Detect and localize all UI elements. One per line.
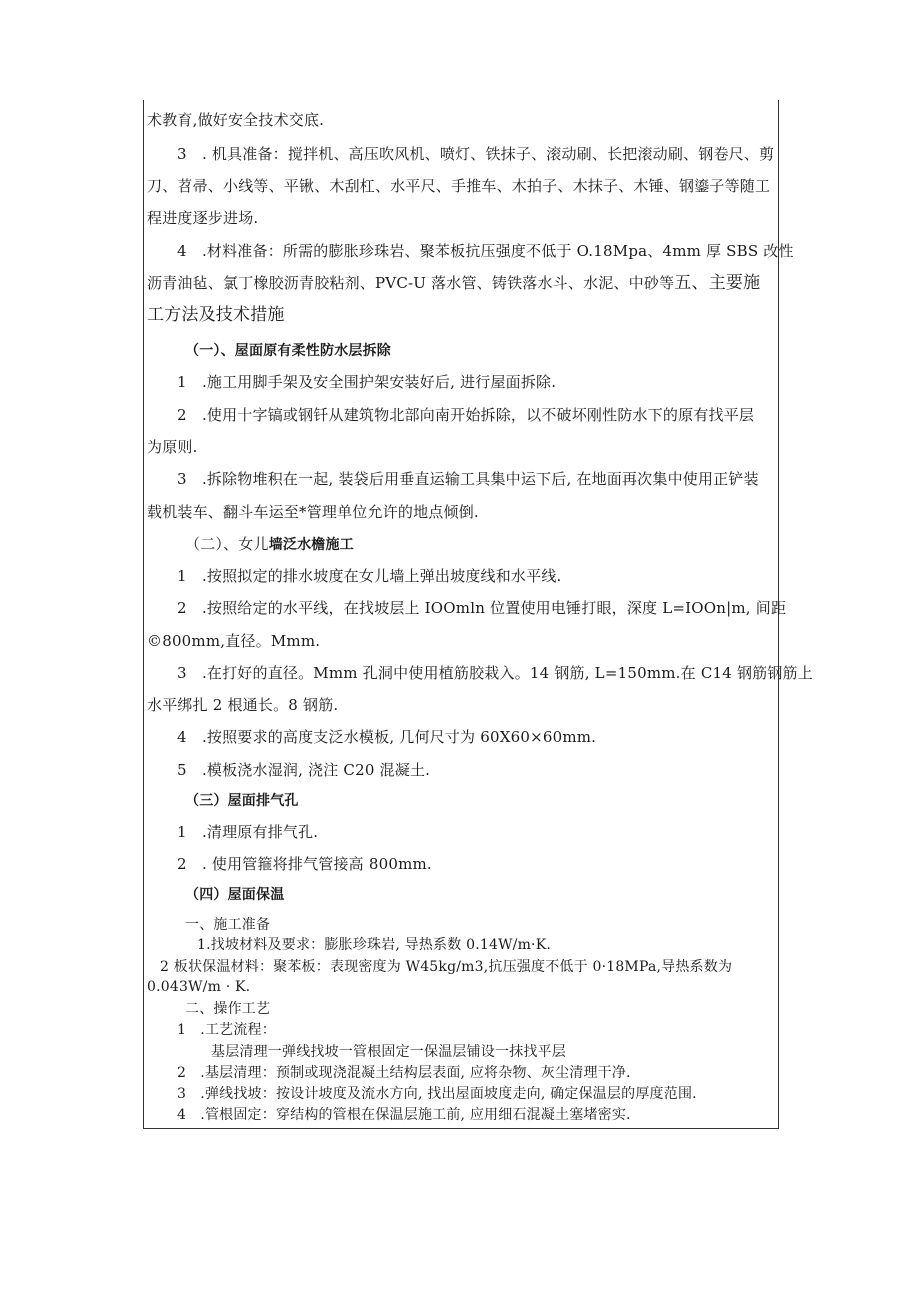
subsection-heading: （三）屋面排气孔 — [185, 793, 299, 809]
text-line: 1 .工艺流程： — [177, 1022, 276, 1038]
text-line: 2 .按照给定的水平线，在找坡层上 IOOmln 位置使用电锤打眼，深度 L=IOOn|m, 间距 — [177, 599, 787, 617]
text-line: 一、施工准备 — [185, 917, 271, 933]
text-line: 2 . 使用管箍将排气管接高 800mm. — [177, 855, 432, 873]
text-line: 4 .管根固定：穿结构的管根在保温层施工前, 应用细石混凝土塞堵密实. — [177, 1107, 631, 1123]
text-line: 1 .施工用脚手架及安全围护架安装好后, 进行屋面拆除. — [177, 373, 557, 391]
text-line: 3 . 机具准备：搅拌机、高压吹风机、喷灯、铁抹子、滚动刷、长把滚动刷、钢卷尺、剪 — [177, 145, 775, 163]
subsection-heading: （一）、屋面原有柔性防水层拆除 — [185, 343, 391, 359]
text-line: 0.043W/m · K. — [147, 979, 251, 995]
text-line: 二、操作工艺 — [185, 1001, 271, 1017]
text-line: 1 .清理原有排气孔. — [177, 823, 319, 841]
text-line: 2 .使用十字镐或钢钎从建筑物北部向南开始拆除，以不破坏刚性防水下的原有找平层 — [177, 406, 755, 424]
text-line: 3 .在打好的直径。Mmm 孔洞中使用植筋胶栽入。14 钢筋, L=150mm.在 C14 钢筋钢筋上 — [177, 664, 813, 682]
section-heading-part: 五、主要施 — [674, 273, 761, 293]
subsection-heading: （四）屋面保温 — [185, 887, 285, 903]
text-line — [147, 273, 760, 293]
text-line: 3 .拆除物堆积在一起, 装袋后用垂直运输工具集中运下后, 在地面再次集中使用正铲装 — [177, 470, 759, 488]
section-heading: 工方法及技术措施 — [147, 305, 285, 325]
text-line: 程进度逐步进场. — [147, 209, 259, 227]
text-line: 1.找坡材料及要求：膨胀珍珠岩, 导热系数 0.14W/m·K. — [197, 937, 552, 953]
text-segment: 沥青油毡、氯丁橡胶沥青胶粘剂、PVC-U 落水管、铸铁落水斗、水泥、中砂等 — [147, 274, 675, 292]
text-line: 基层清理一弹线找坡一管根固定一保温层铺设一抹找平层 — [211, 1044, 566, 1060]
text-line: 1 .按照拟定的排水坡度在女儿墙上弹出坡度线和水平线. — [177, 567, 562, 585]
text-line: 水平绑扎 2 根通长。8 钢筋. — [147, 696, 339, 714]
text-line: 3 .弹线找坡：按设计坡度及流水方向, 找出屋面坡度走向, 确定保温层的厚度范围. — [177, 1086, 697, 1102]
text-line: 5 .模板浇水湿润, 浇注 C20 混凝土. — [177, 761, 431, 779]
text-line: 刀、苕帚、小线等、平锹、木刮杠、水平尺、手推车、木拍子、木抹子、木锤、钢鎏子等随工 — [147, 177, 771, 195]
text-line: 4 .材料准备：所需的膨胀珍珠岩、聚苯板抗压强度不低于 O.18Mpa、4mm 厚 SBS 改性 — [177, 242, 794, 260]
subsection-heading-part: 墙泛水檐施工 — [268, 537, 354, 553]
text-line: 2 板状保温材料：聚苯板：表现密度为 W45kg/m3,抗压强度不低于 0·18MPa,导热系数为 — [160, 959, 733, 975]
text-line: 2 .基层清理：预制或现浇混凝土结构层表面, 应将杂物、灰尘清理干净. — [177, 1065, 631, 1081]
text-line: 4 .按照要求的高度支泛水模板, 几何尺寸为 60X60×60mm. — [177, 728, 597, 746]
text-line: 载机装车、翻斗车运至*管理单位允许的地点倾倒. — [147, 503, 479, 521]
subsection-heading — [185, 534, 354, 555]
text-line: 为原则. — [147, 438, 198, 456]
text-line: ©800mm,直径。Mmm. — [147, 632, 321, 650]
subsection-heading-part: （二）、女儿 — [185, 535, 269, 553]
text-line: 术教育,做好安全技术交底. — [147, 111, 325, 129]
